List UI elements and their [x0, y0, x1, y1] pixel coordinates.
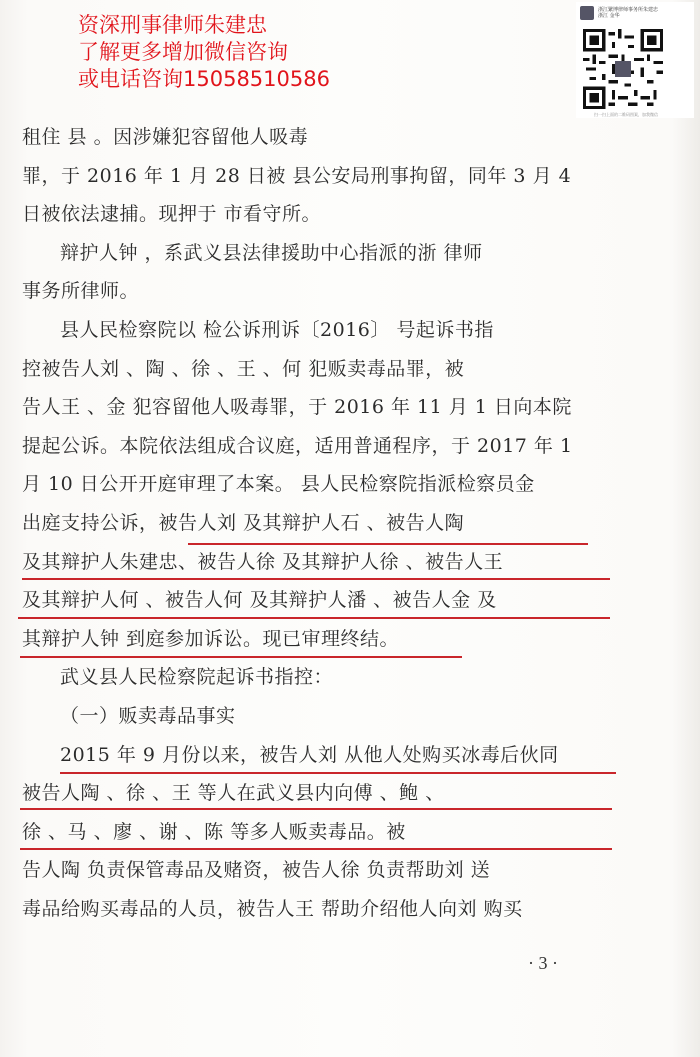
- promo-line-3: 或电话咨询15058510586: [78, 67, 330, 91]
- qr-location: 浙江 金华: [598, 13, 620, 19]
- text-line: 被告人陶 、徐 、王 等人在武义县内向傅 、鲍 、: [22, 782, 445, 805]
- text-line: 日被依法逮捕。现押于 市看守所。: [22, 203, 322, 226]
- qr-caption: 扫一扫上面的二维码图案，加我微信: [594, 112, 658, 117]
- text-line: 辩护人钟 ，系武义县法律援助中心指派的浙 律师: [60, 241, 483, 264]
- text-line: 告人王 、金 犯容留他人吸毒罪，于 2016 年 11 月 1 日向本院: [22, 396, 572, 419]
- underline-mark: [18, 617, 610, 619]
- text-line: 罪，于 2016 年 1 月 28 日被 县公安局刑事拘留，同年 3 月 4: [22, 164, 572, 187]
- promo-line-2: 了解更多增加微信咨询: [78, 40, 288, 64]
- text-line: 及其辩护人朱建忠、被告人徐 及其辩护人徐 、被告人王: [22, 550, 504, 573]
- judgment-text: [22, 118, 622, 928]
- qr-code-icon: [583, 28, 663, 110]
- text-line: 其辩护人钟 到庭参加诉讼。现已审理终结。: [22, 627, 400, 650]
- underline-mark: [20, 848, 612, 850]
- underline-mark: [188, 543, 588, 545]
- text-line: 月 10 日公开开庭审理了本案。 县人民检察院指派检察员金: [22, 473, 535, 496]
- text-line: 提起公诉。本院依法组成合议庭，适用普通程序，于 2017 年 1: [22, 434, 573, 457]
- underline-mark: [20, 808, 612, 810]
- promo-banner: [78, 12, 330, 93]
- qr-header: [580, 4, 690, 22]
- text-line: 出庭支持公诉，被告人刘 及其辩护人石 、被告人陶: [22, 511, 465, 534]
- text-line: 告人陶 负责保管毒品及赌资，被告人徐 负责帮助刘 送: [22, 859, 491, 882]
- text-line: 武义县人民检察院起诉书指控：: [60, 666, 334, 689]
- text-line: 租住 县 。因涉嫌犯容留他人吸毒: [22, 126, 309, 148]
- text-line: 事务所律师。: [22, 280, 140, 303]
- underline-mark: [20, 656, 462, 658]
- text-line: 控被告人刘 、陶 、徐 、王 、何 犯贩卖毒品罪，被: [22, 357, 465, 380]
- promo-line-1: 资深刑事律师朱建忠: [78, 13, 267, 37]
- page-number: · 3 ·: [528, 953, 558, 973]
- text-line: 徐 、马 、廖 、谢 、陈 等多人贩卖毒品。被: [22, 820, 406, 843]
- underline-mark: [60, 772, 616, 774]
- text-line: （一）贩卖毒品事实: [60, 704, 236, 727]
- wechat-qr-card[interactable]: [576, 2, 694, 118]
- text-line: 2015 年 9 月份以来，被告人刘 从他人处购买冰毒后伙同: [60, 743, 559, 766]
- text-line: 县人民检察院以 检公诉刑诉〔2016〕 号起诉书指: [60, 318, 494, 341]
- text-line: 毒品给购买毒品的人员，被告人王 帮助介绍他人向刘 购买: [22, 897, 523, 920]
- qr-name: 浙江繁博律师事务所朱建忠: [598, 7, 659, 13]
- text-line: 及其辩护人何 、被告人何 及其辩护人潘 、被告人金 及: [22, 589, 497, 612]
- underline-mark: [22, 578, 610, 580]
- avatar: [580, 6, 594, 20]
